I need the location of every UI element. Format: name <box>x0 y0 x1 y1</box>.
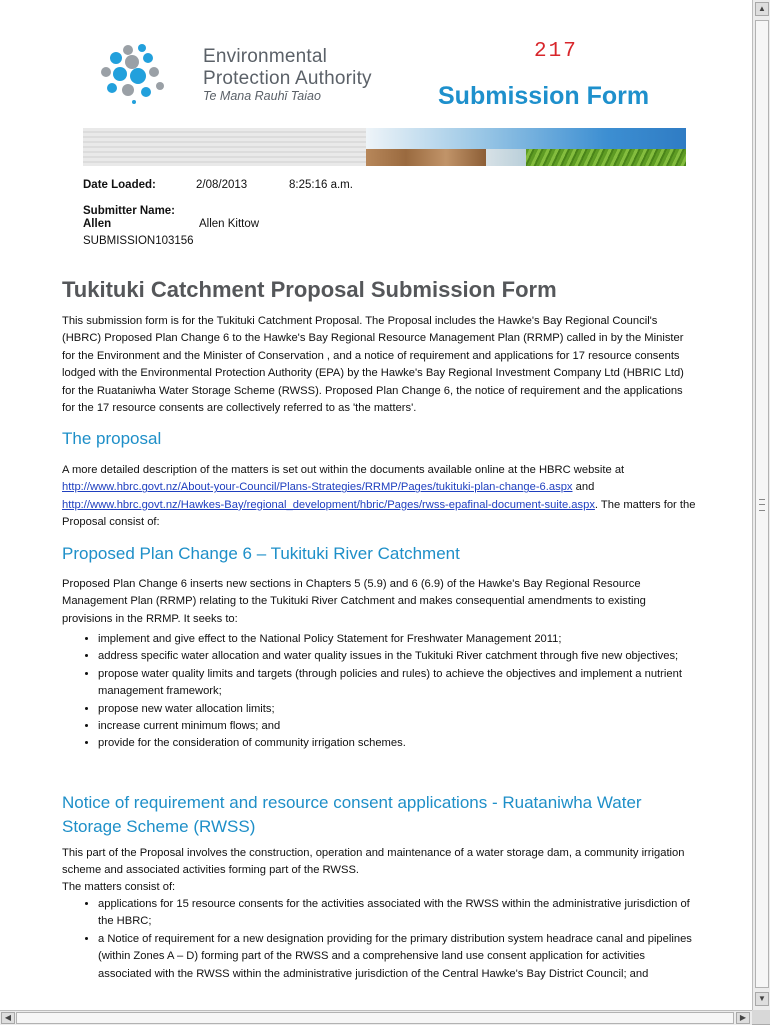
scroll-down-arrow-icon[interactable]: ▼ <box>755 992 769 1006</box>
pc6-bullet-list <box>62 631 698 753</box>
list-item: • propose new water allocation limits; <box>98 701 698 718</box>
date-loaded-label: Date Loaded: <box>83 179 156 191</box>
banner-grey-stripes <box>83 128 366 166</box>
proposal-heading: The proposal <box>62 429 162 448</box>
epa-dots-logo-icon <box>98 42 194 104</box>
list-item: • applications for 15 resource consents for the activities associated with the RWSS within the administrative jurisdiction of the HBRC; <box>98 896 698 931</box>
time-value: 8:25:16 a.m. <box>289 179 353 191</box>
org-maori-name: Te Mana Rauhī Taiao <box>203 89 321 103</box>
proposal-paragraph <box>62 462 702 532</box>
list-item: • increase current minimum flows; and <box>98 718 698 735</box>
document-title: Tukituki Catchment Proposal Submission Form <box>62 277 557 302</box>
scroll-left-arrow-icon[interactable]: ◀ <box>1 1012 15 1024</box>
scroll-grip-icon <box>759 499 765 511</box>
submission-id: SUBMISSION103156 <box>83 235 194 247</box>
header-banner <box>83 128 686 166</box>
vertical-scroll-thumb[interactable] <box>755 20 769 988</box>
rwss-bullet-list <box>62 896 698 983</box>
list-item: • propose water quality limits and targets (through policies and rules) to achieve the objectives and implement a nutrient management framework; <box>98 666 698 701</box>
scrollbar-corner <box>752 1010 770 1024</box>
org-name-line2: Protection Authority <box>203 68 372 89</box>
hbric-rwss-link[interactable]: http://www.hbrc.govt.nz/Hawkes-Bay/regional_development/hbric/Pages/rwss-epafinal-document-suite.aspx <box>62 498 595 511</box>
rwss-matters-intro: The matters consist of: <box>62 881 176 893</box>
intro-paragraph: This submission form is for the Tukituki Catchment Proposal. The Proposal includes the Hawke's Bay Regional Council's (HBRC) Proposed Plan Change 6 to the Hawke's Bay Regional Resource Management Plan (RRMP) called in by the Minister for the Environment and the Minister of Conservation , and a notice of requirement and applications for 17 resource consents lodged with the Environmental Protection Authority (EPA) by the Hawke's Bay Regional Investment Company Ltd (HBRIC Ltd) for the Ruataniwha Water Storage Scheme (RWSS). Proposed Plan Change 6, the notice of requirement and the applications for the 17 resource consents are collectively referred to as 'the matters'. <box>62 315 684 415</box>
pc6-heading: Proposed Plan Change 6 – Tukituki River Catchment <box>62 544 460 563</box>
and-word: and <box>575 481 595 494</box>
pc6-paragraph: Proposed Plan Change 6 inserts new sections in Chapters 5 (5.9) and 6 (6.9) of the Hawke's Bay Regional Resource Management Plan (RRMP) relating to the Tukituki River Catchment and makes consequential amendments to existing provisions in the RRMP. It seeks to: <box>62 578 646 625</box>
proposal-text-b: . The matters for the Proposal consist of: <box>62 498 696 529</box>
org-name-line1: Environmental <box>203 46 328 67</box>
hbrc-plan-change-link[interactable]: http://www.hbrc.govt.nz/About-your-Council/Plans-Strategies/RRMP/Pages/tukituki-plan-change-6.aspx <box>62 481 573 494</box>
vertical-scrollbar[interactable] <box>752 0 770 1010</box>
list-item: • implement and give effect to the National Policy Statement for Freshwater Management 2011; <box>98 631 698 648</box>
list-item: • provide for the consideration of community irrigation schemes. <box>98 735 698 752</box>
date-value: 2/08/2013 <box>196 179 248 191</box>
form-title: Submission Form <box>438 82 650 110</box>
banner-water-image <box>486 149 526 166</box>
rwss-paragraph: This part of the Proposal involves the construction, operation and maintenance of a water storage dam, a community irrigation scheme and associated activities forming part of the RWSS. <box>62 847 685 877</box>
submitter-label: Submitter Name: <box>83 205 176 217</box>
proposal-text-a: A more detailed description of the matters is set out within the documents available online at the HBRC website at <box>62 464 625 476</box>
horizontal-scrollbar[interactable] <box>0 1010 752 1025</box>
banner-grass-image <box>526 149 686 166</box>
submitter-full-name: Allen Kittow <box>199 218 260 230</box>
banner-sky-image <box>366 128 686 149</box>
list-item: • address specific water allocation and water quality issues in the Tukituki River catchment through five new objectives; <box>98 648 698 665</box>
page-number: 217 <box>534 40 578 63</box>
scroll-up-arrow-icon[interactable]: ▲ <box>755 2 769 16</box>
scroll-right-arrow-icon[interactable]: ▶ <box>736 1012 750 1024</box>
rwss-heading: Notice of requirement and resource consent applications - Ruataniwha Water Storage Scheme (RWSS) <box>62 793 642 836</box>
list-item: • a Notice of requirement for a new designation providing for the primary distribution system headrace canal and pipelines (within Zones A – D) forming part of the RWSS and a comprehensive land use consent application for activities associated with the RWSS within the administrative jurisdiction of the Central Hawke's Bay District Council; and <box>98 931 698 983</box>
horizontal-scroll-thumb[interactable] <box>16 1012 734 1024</box>
banner-soil-image <box>366 149 486 166</box>
submitter-first-name: Allen <box>83 218 112 230</box>
